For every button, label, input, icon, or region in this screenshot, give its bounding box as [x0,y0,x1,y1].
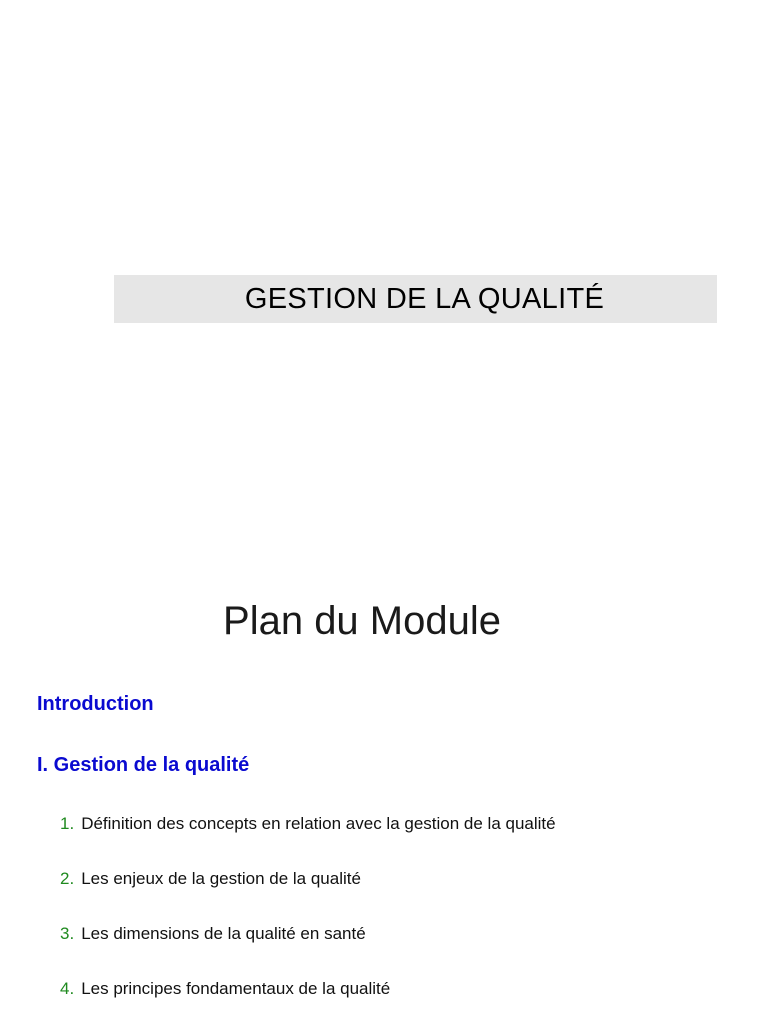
list-item [60,923,366,945]
list-item-text: Définition des concepts en relation avec la gestion de la qualité [81,814,556,833]
list-item-number: 3. [60,924,75,943]
section-introduction: Introduction [37,693,154,715]
plan-heading: Plan du Module [223,599,501,643]
list-item-number: 1. [60,814,75,833]
list-item-text: Les principes fondamentaux de la qualité [81,979,391,998]
list-item-number: 2. [60,869,75,888]
title-banner [114,275,717,323]
list-item [60,813,556,835]
section-gestion-qualite: I. Gestion de la qualité [37,754,250,776]
list-item-number: 4. [60,979,75,998]
list-item-text: Les enjeux de la gestion de la qualité [81,869,361,888]
list-item [60,868,361,890]
list-item-text: Les dimensions de la qualité en santé [81,924,366,943]
list-item [60,978,390,1000]
document-title: GESTION DE LA QUALITÉ [244,282,605,315]
